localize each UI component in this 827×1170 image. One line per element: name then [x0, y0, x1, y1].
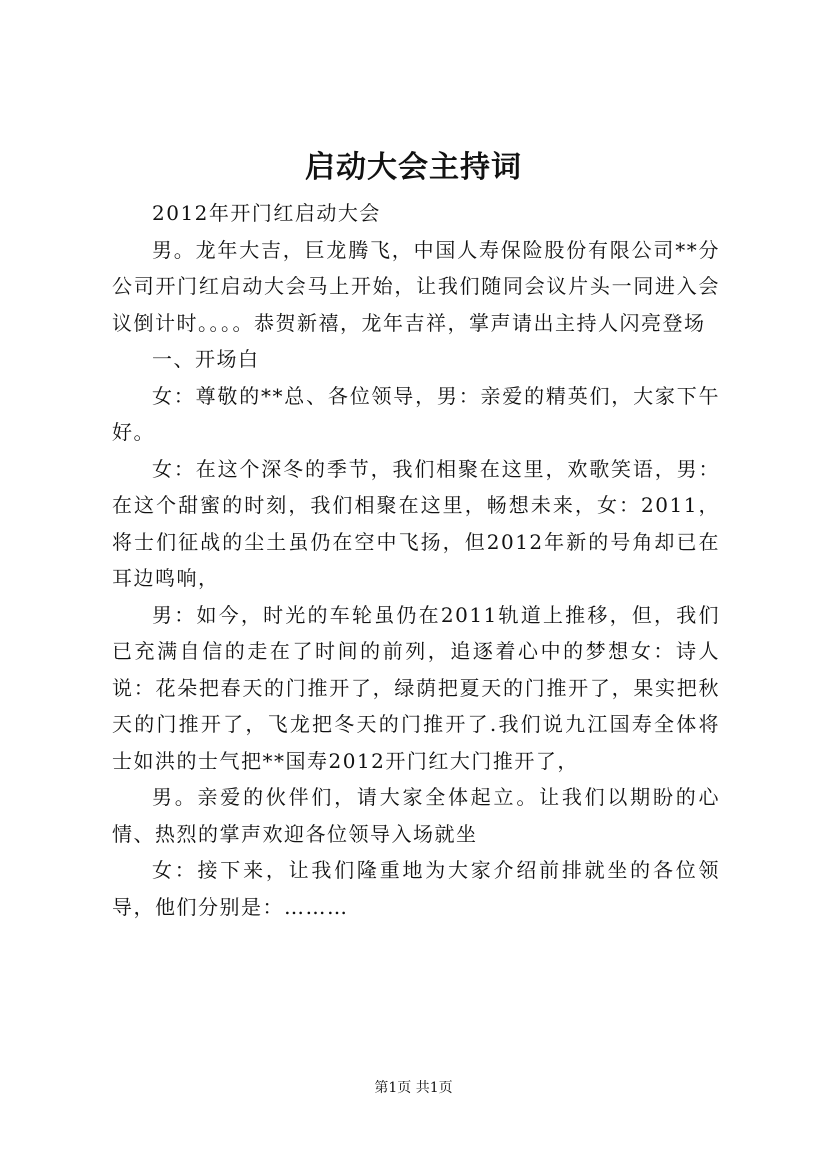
paragraph-welcome-leaders: 男。亲爱的伙伴们，请大家全体起立。让我们以期盼的心情、热烈的掌声欢迎各位领导入场就坐 — [112, 785, 720, 846]
paragraph-section-opening: 一、开场白 — [152, 347, 260, 371]
document-title: 启动大会主持词 — [305, 150, 522, 185]
paragraph-opening-announcement: 男。龙年大吉，巨龙腾飞，中国人寿保险股份有限公司**分公司开门红启动大会马上开始，让我们随同会议片头一同进入会议倒计时。。。。恭贺新禧，龙年吉祥，掌声请出主持人闪亮登场 — [112, 237, 720, 335]
document-body — [112, 195, 720, 925]
paragraph-introduce-leaders: 女：接下来，让我们隆重地为大家介绍前排就坐的各位领导，他们分别是：……… — [112, 858, 720, 919]
page-number-footer: 第1页 共1页 — [374, 1080, 453, 1096]
paragraph-heading-event: 2012年开门红启动大会 — [152, 201, 381, 225]
paragraph-season-dialogue: 女：在这个深冬的季节，我们相聚在这里，欢歌笑语，男：在这个甜蜜的时刻，我们相聚在这里，畅想未来，女：2011，将士们征战的尘土虽仍在空中飞扬，但2012年新的号角却已在耳边鸣响， — [112, 456, 720, 590]
paragraph-greeting: 女：尊敬的**总、各位领导，男：亲爱的精英们，大家下午好。 — [112, 383, 720, 444]
paragraph-time-dialogue: 男：如今，时光的车轮虽仍在2011轨道上推移，但，我们已充满自信的走在了时间的前列，追逐着心中的梦想女：诗人说：花朵把春天的门推开了，绿荫把夏天的门推开了，果实把秋天的门推开了，飞龙把冬天的门推开了.我们说九江国寿全体将士如洪的士气把**国寿2012开门红大门推开了， — [112, 602, 720, 773]
